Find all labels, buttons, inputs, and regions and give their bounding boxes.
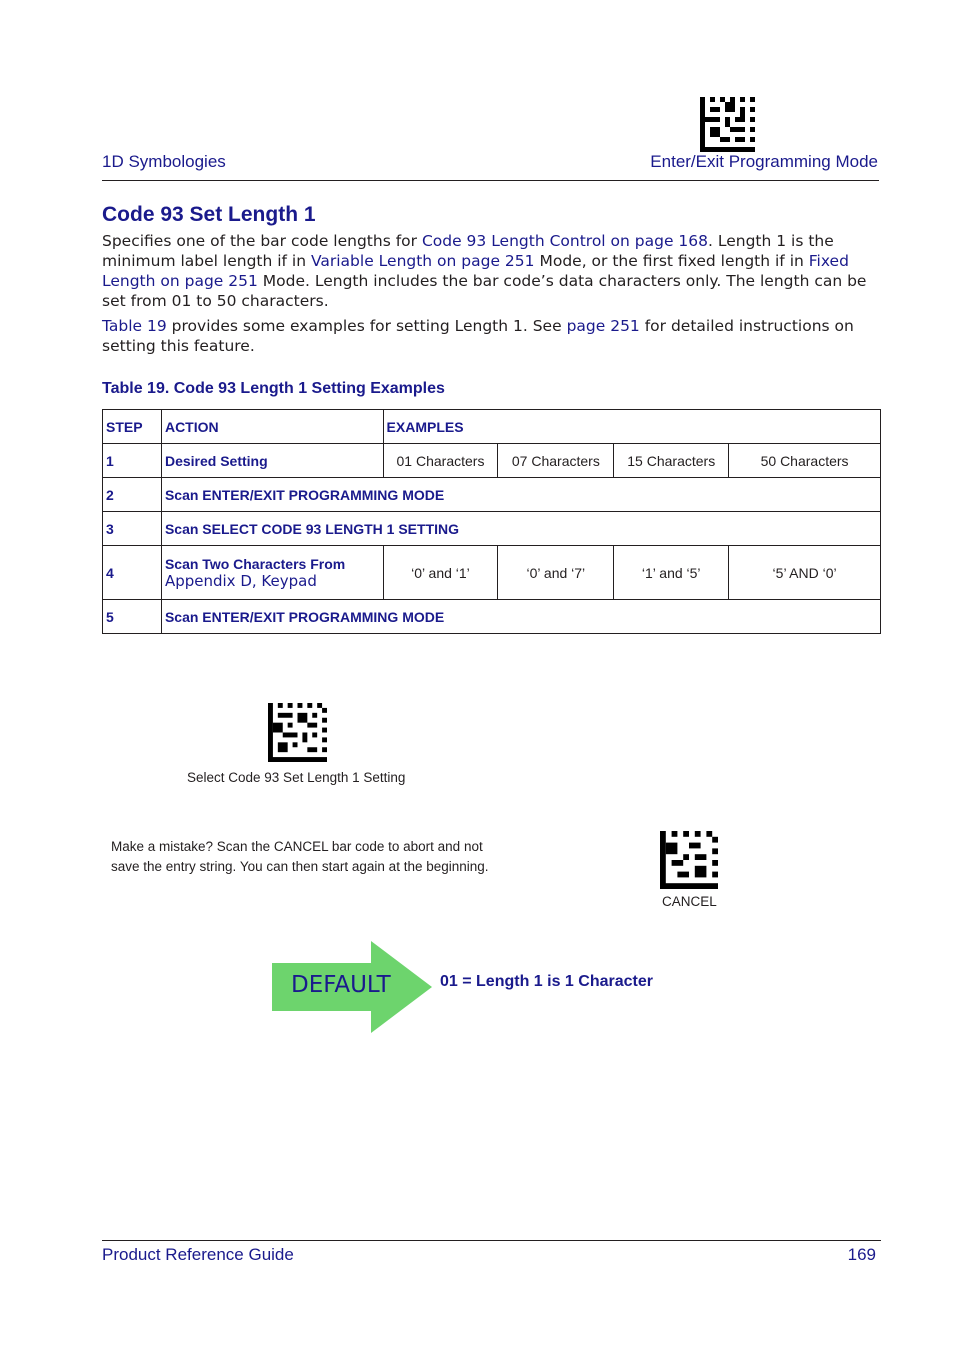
action-text: Scan Two Characters From (164, 555, 346, 572)
p1-text-4: Mode. Length includes the bar code’s data characters only. The length can be set from 01 to 50 characters. (102, 272, 867, 310)
footer-rule (102, 1240, 881, 1241)
step-number: 2 (103, 478, 162, 512)
select-barcode-label: Select Code 93 Set Length 1 Setting (187, 770, 406, 785)
footer-guide-title: Product Reference Guide (102, 1245, 294, 1264)
example-cell: 01 Characters (383, 444, 498, 478)
action-cell: Desired Setting (161, 444, 383, 478)
example-cell: 15 Characters (614, 444, 729, 478)
p2-text-1: provides some examples for setting Length 1. See (166, 317, 567, 335)
header-section-label: 1D Symbologies (102, 152, 226, 171)
example-cell: ‘0’ and ‘7’ (498, 546, 614, 600)
action-cell: Scan SELECT CODE 93 LENGTH 1 SETTING (161, 512, 880, 546)
cancel-barcode-label: CANCEL (662, 894, 717, 909)
table-row (103, 478, 881, 512)
page-number: 169 (847, 1245, 876, 1264)
action-cell (161, 546, 383, 600)
example-cell: ‘5’ AND ‘0’ (729, 546, 881, 600)
header-rule (102, 180, 879, 181)
example-cell: ‘1’ and ‘5’ (614, 546, 729, 600)
default-value: 01 = Length 1 is 1 Character (440, 973, 653, 990)
link-appendix-d-keypad[interactable]: Appendix D, Keypad (164, 571, 317, 590)
step-number: 3 (103, 512, 162, 546)
action-cell: Scan ENTER/EXIT PROGRAMMING MODE (161, 600, 880, 634)
table-row (103, 512, 881, 546)
p1-text-3: Mode, or the first fixed length if in (534, 252, 809, 270)
table-row (103, 546, 881, 600)
header-examples: EXAMPLES (383, 410, 880, 444)
link-code93-length-control[interactable]: Code 93 Length Control on page 168 (421, 232, 708, 250)
p2-text-2: for detailed instructions on setting this feature. (102, 317, 854, 355)
example-cell: 50 Characters (729, 444, 881, 478)
link-page-251[interactable]: page 251 (566, 317, 640, 335)
mistake-note: Make a mistake? Scan the CANCEL bar code to abort and not save the entry string. You can then start again at the beginning. (111, 839, 489, 874)
p1-text-1: Specifies one of the bar code lengths for (102, 232, 422, 250)
table-header-row (103, 410, 881, 444)
table-row (103, 444, 881, 478)
header-mode-label: Enter/Exit Programming Mode (650, 152, 878, 171)
description-paragraph (102, 231, 882, 311)
link-table-19[interactable]: Table 19 (102, 317, 167, 335)
step-number: 1 (103, 444, 162, 478)
table-row (103, 600, 881, 634)
p1-text-2: . Length 1 is the minimum label length if in (102, 232, 834, 270)
select-length-barcode[interactable] (268, 703, 327, 762)
example-cell: ‘0’ and ‘1’ (383, 546, 498, 600)
table-reference-paragraph (102, 316, 882, 356)
header-step: STEP (103, 410, 162, 444)
link-fixed-length[interactable]: Fixed Length on page 251 (102, 252, 849, 290)
step-number: 5 (103, 600, 162, 634)
section-title: Code 93 Set Length 1 (102, 203, 316, 226)
step-number: 4 (103, 546, 162, 600)
link-variable-length[interactable]: Variable Length on page 251 (310, 252, 535, 270)
cancel-barcode[interactable] (660, 831, 718, 889)
action-cell: Scan ENTER/EXIT PROGRAMMING MODE (161, 478, 880, 512)
settings-table (102, 409, 881, 634)
default-badge: DEFAULT (291, 972, 391, 998)
example-cell: 07 Characters (498, 444, 614, 478)
header-action: ACTION (161, 410, 383, 444)
table-caption: Table 19. Code 93 Length 1 Setting Examples (102, 380, 445, 397)
header-barcode (700, 97, 755, 152)
